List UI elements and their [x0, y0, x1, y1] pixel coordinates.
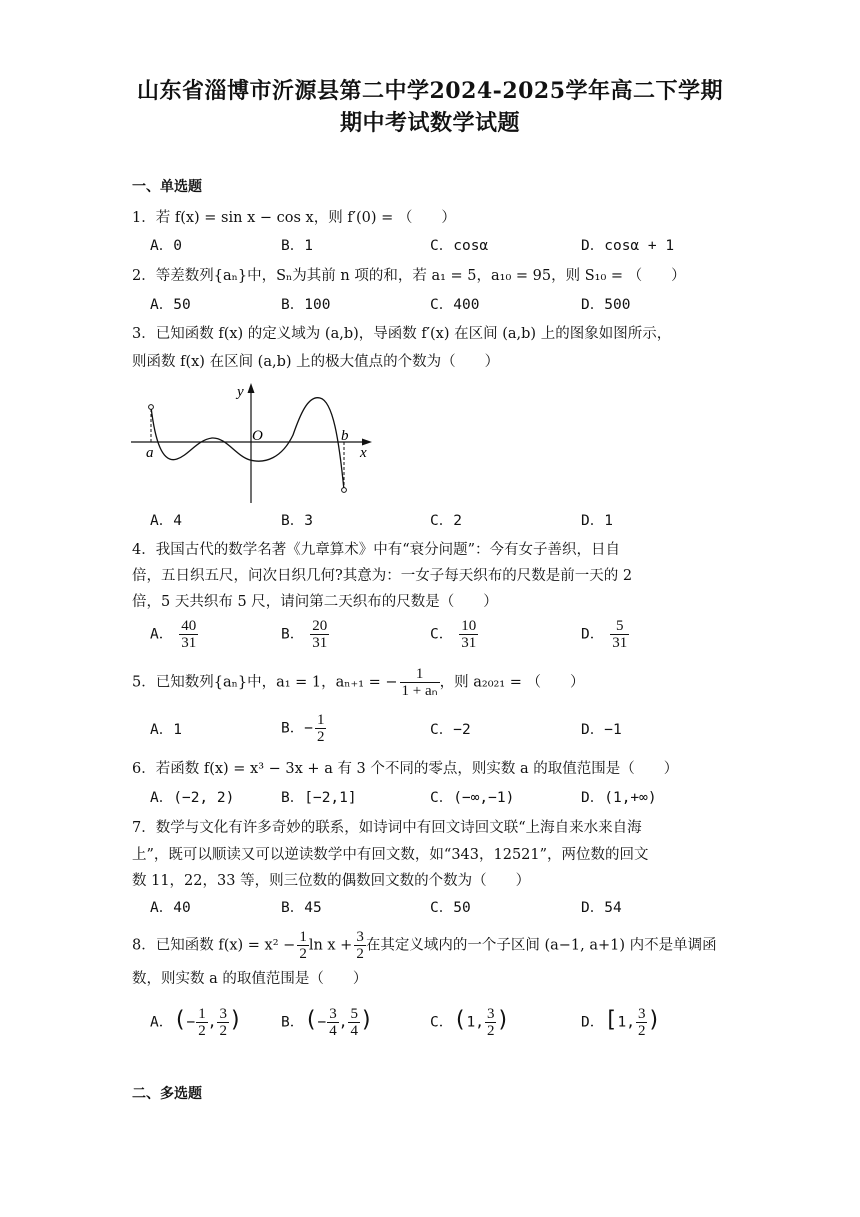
- q8-option-a-label: A．: [150, 1014, 174, 1031]
- q4-option-c-den: 31: [461, 635, 477, 651]
- q8-option-d-frac2: [636, 1006, 648, 1039]
- q8-option-c-n2: 3: [486, 1006, 495, 1022]
- q1-option-c: C．cosα: [430, 238, 489, 254]
- q8-option-d-n2: 3: [637, 1006, 646, 1022]
- q3-option-d: D．1: [581, 513, 613, 529]
- q3-option-c: C．2: [430, 513, 462, 529]
- q8-option-c-close: ): [496, 1007, 510, 1033]
- section-heading-single: 一、单选题: [132, 179, 202, 195]
- q5-option-a-label: A．: [150, 722, 174, 738]
- curve-endpoint-b: [342, 488, 347, 493]
- q8-option-c-frac2: [485, 1006, 497, 1039]
- q7-option-d: D．54: [581, 900, 622, 916]
- q5-text-pre: 5．已知数列{aₙ}中，a₁ = 1，aₙ₊₁ = −: [132, 674, 398, 691]
- q1-option-d: D．cosα + 1: [581, 238, 675, 254]
- derivative-graph: [128, 380, 378, 508]
- q4-option-a: [150, 618, 198, 651]
- q2-option-c: C．400: [430, 297, 480, 313]
- q8-option-b-open: (: [304, 1007, 318, 1033]
- q8-option-b-frac1: [327, 1006, 339, 1039]
- q8-option-b-sign: −: [317, 1014, 327, 1031]
- q4-option-d-num: 5: [610, 618, 629, 635]
- q4-option-d: [581, 618, 629, 651]
- q8-option-d-label: D．: [581, 1014, 605, 1031]
- q4-option-a-label: A．: [150, 626, 174, 643]
- q1-option-a: A．0: [150, 238, 182, 254]
- q5-recurrence-fraction: [400, 666, 440, 699]
- q5-option-d: [581, 720, 622, 740]
- q4-option-b-num: 20: [312, 618, 328, 634]
- graph-label-y: y: [237, 384, 244, 400]
- q5-option-b-num: 1: [316, 712, 325, 728]
- q4-option-a-fraction: [179, 618, 198, 651]
- q8-option-c-d2: 2: [486, 1023, 495, 1039]
- question-5-text: [132, 666, 732, 699]
- question-6-text: 6．若函数 f(x) = x³ − 3x + a 有 3 个不同的零点，则实数 a 的取值范围是（ ）: [132, 761, 679, 777]
- question-8-line1: [132, 929, 732, 962]
- q8-line1-post: 在其定义域内的一个子区间 (a−1, a+1) 内不是单调函: [365, 937, 717, 954]
- q4-option-b: [281, 618, 329, 651]
- page-title-line1: 山东省淄博市沂源县第二中学2024-2025学年高二下学期: [136, 78, 724, 104]
- question-4-line3: 倍，5 天共织布 5 尺，请问第二天织布的尺数是（ ）: [132, 594, 498, 610]
- graph-label-x: x: [360, 445, 367, 461]
- q8-line1-pre: 8．已知函数 f(x) = x² −: [132, 937, 296, 954]
- q8-option-d-open: [: [604, 1007, 618, 1033]
- q8-option-d-close: ): [647, 1007, 661, 1033]
- q8-frac1-den: 2: [299, 946, 307, 962]
- q7-option-b: B．45: [281, 900, 322, 916]
- question-2-text: 2．等差数列{aₙ}中，Sₙ为其前 n 项的和，若 a₁ = 5，a₁₀ = 95，则 S₁₀ = （ ）: [132, 268, 686, 284]
- q8-option-b-n1: 3: [329, 1006, 337, 1022]
- q8-option-a-close: ): [228, 1007, 243, 1033]
- graph-label-origin: O: [252, 428, 263, 444]
- q4-option-c-num: 10: [461, 618, 477, 634]
- q8-option-b-label: B．: [281, 1014, 305, 1031]
- q8-option-d: [581, 1006, 661, 1039]
- q5-option-b-den: 2: [316, 729, 325, 745]
- graph-label-b: b: [341, 428, 349, 444]
- question-7-line1: 7．数学与文化有许多奇妙的联系，如诗词中有回文诗回文联“上海自来水来自海: [132, 820, 642, 836]
- q8-option-a-d2: 2: [219, 1023, 227, 1039]
- q5-option-d-label: D．: [581, 722, 605, 738]
- q8-option-b-d2: 4: [350, 1023, 358, 1039]
- q8-option-d-d2: 2: [637, 1023, 646, 1039]
- q8-option-b-frac2: [348, 1006, 360, 1039]
- q8-option-c-open: (: [453, 1007, 467, 1033]
- q8-option-d-low: 1: [617, 1014, 627, 1031]
- section-heading-multi: 二、多选题: [132, 1086, 202, 1102]
- question-7-line3: 数 11，22，33 等，则三位数的偶数回文数的个数为（ ）: [132, 873, 531, 889]
- q4-option-b-label: B．: [281, 626, 305, 643]
- q5-frac-den: 1 + aₙ: [401, 683, 438, 699]
- q3-option-a: A．4: [150, 513, 182, 529]
- q5-option-d-value: −1: [604, 722, 622, 738]
- q4-option-d-den: 31: [612, 635, 628, 651]
- q6-option-c: C．(−∞,−1): [430, 790, 515, 806]
- q8-option-b-n2: 5: [350, 1006, 358, 1022]
- q8-option-b-d1: 4: [329, 1023, 337, 1039]
- q4-option-d-fraction: [610, 618, 629, 651]
- q4-option-d-label: D．: [581, 626, 605, 643]
- q5-text-post: ，则 a₂₀₂₁ = （ ）: [439, 674, 585, 691]
- q8-frac-half: [297, 929, 309, 962]
- q2-option-b: B．100: [281, 297, 331, 313]
- q4-option-c: [430, 618, 478, 651]
- q8-option-a-sep: ,: [207, 1014, 217, 1031]
- q8-option-c-sep: ,: [475, 1014, 484, 1031]
- q8-option-c-label: C．: [430, 1014, 454, 1031]
- q8-option-a-frac2: [217, 1006, 229, 1039]
- question-7-line2: 上”，既可以顺读又可以逆读数学中有回文数，如“343，12521”，两位数的回文: [132, 847, 649, 863]
- q8-option-a-n2: 3: [219, 1006, 227, 1022]
- question-1-text: 1．若 f(x) = sin x − cos x，则 f′(0) = （ ）: [132, 210, 456, 226]
- q6-option-b: B．[−2,1]: [281, 790, 357, 806]
- q4-option-c-fraction: [459, 618, 478, 651]
- q8-frac2-den: 2: [356, 946, 364, 962]
- q4-option-b-den: 31: [312, 635, 328, 651]
- q6-option-d: D．(1,+∞): [581, 790, 657, 806]
- q8-line1-mid: ln x +: [308, 937, 353, 954]
- question-4-line1: 4．我国古代的数学名著《九章算术》中有“衰分问题”：今有女子善织，日自: [132, 542, 621, 558]
- question-8-line2: 数，则实数 a 的取值范围是（ ）: [132, 971, 368, 987]
- q5-option-b: [281, 712, 326, 745]
- q8-option-a-frac1: [196, 1006, 208, 1039]
- q8-frac2-num: 3: [356, 929, 364, 945]
- q2-option-a: A．50: [150, 297, 191, 313]
- q8-option-a: [150, 1006, 242, 1039]
- graph-label-a: a: [146, 445, 154, 461]
- q5-option-c: [430, 720, 471, 740]
- page-title-line2: 期中考试数学试题: [339, 110, 520, 136]
- q4-option-a-num: 40: [181, 618, 197, 634]
- q1-option-b: B．1: [281, 238, 313, 254]
- q4-option-a-den: 31: [181, 635, 197, 651]
- q5-option-b-sign: −: [304, 720, 313, 737]
- q7-option-a: A．40: [150, 900, 191, 916]
- q3-option-b: B．3: [281, 513, 313, 529]
- q5-frac-num: 1: [400, 666, 440, 683]
- q8-option-b-close: ): [359, 1007, 374, 1033]
- question-4-line2: 倍，五日织五尺，问次日织几何?其意为：一女子每天织布的尺数是前一天的 2: [132, 568, 633, 584]
- q5-option-a: [150, 720, 182, 740]
- q5-option-c-label: C．: [430, 722, 454, 738]
- q8-option-a-d1: 2: [198, 1023, 206, 1039]
- q8-option-a-open: (: [173, 1007, 187, 1033]
- q5-option-b-label: B．: [281, 720, 305, 737]
- q8-option-a-sign: −: [186, 1014, 196, 1031]
- q8-option-b-sep: ,: [338, 1014, 348, 1031]
- q8-option-b: [281, 1006, 373, 1039]
- q8-frac-three-halves: [354, 929, 366, 962]
- q4-option-c-label: C．: [430, 626, 454, 643]
- q2-option-d: D．500: [581, 297, 631, 313]
- q8-option-c: [430, 1006, 510, 1039]
- q8-frac1-num: 1: [299, 929, 307, 945]
- q6-option-a: A．(−2, 2): [150, 790, 235, 806]
- q7-option-c: C．50: [430, 900, 471, 916]
- q8-option-a-n1: 1: [198, 1006, 206, 1022]
- curve-endpoint-a: [149, 405, 154, 410]
- question-3-line2: 则函数 f(x) 在区间 (a,b) 上的极大值点的个数为（ ）: [132, 354, 500, 370]
- q4-option-b-fraction: [310, 618, 329, 651]
- q5-option-a-value: 1: [173, 722, 182, 738]
- q8-option-d-sep: ,: [626, 1014, 635, 1031]
- graph-y-arrow: [248, 383, 255, 393]
- question-3-line1: 3．已知函数 f(x) 的定义域为 (a,b)，导函数 f′(x) 在区间 (a,b) 上的图象如图所示，: [132, 326, 672, 342]
- derivative-curve: [151, 398, 344, 490]
- q5-option-b-fraction: [315, 712, 327, 745]
- q8-option-c-low: 1: [466, 1014, 476, 1031]
- q5-option-c-value: −2: [453, 722, 471, 738]
